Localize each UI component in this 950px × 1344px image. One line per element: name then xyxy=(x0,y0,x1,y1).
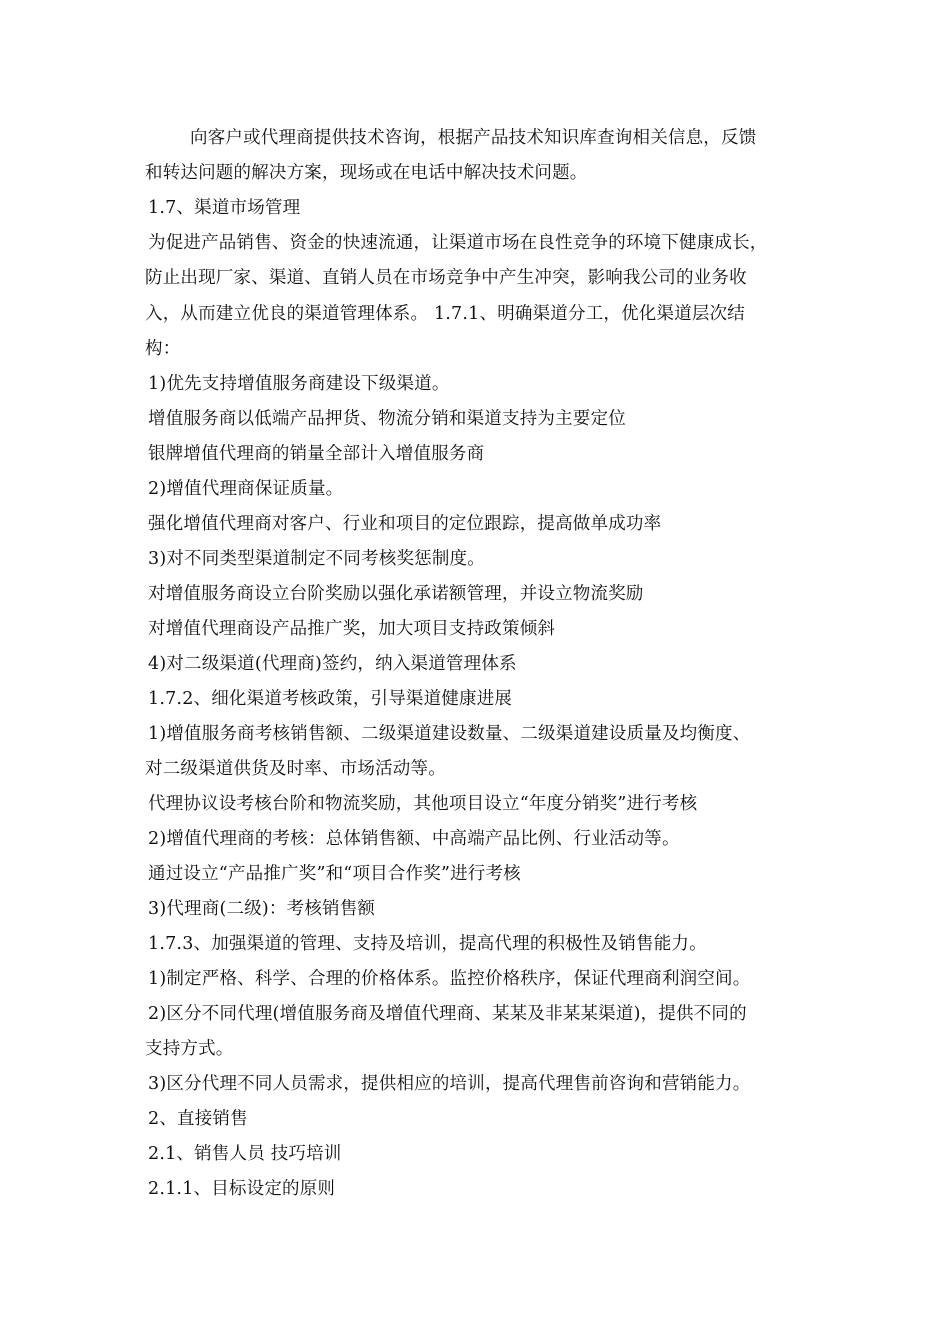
paragraph-line: 和转达问题的解决方案，现场或在电话中解决技术问题。 xyxy=(145,163,588,183)
section-heading: 2、直接销售 xyxy=(148,1109,248,1129)
list-item: 3)对不同类型渠道制定不同考核奖惩制度。 xyxy=(148,549,485,569)
paragraph-line: 支持方式。 xyxy=(145,1039,234,1059)
list-item: 2)区分不同代理(增值服务商及增值代理商、某某及非某某渠道)，提供不同的 xyxy=(148,1004,747,1024)
list-item: 1)增值服务商考核销售额、二级渠道建设数量、二级渠道建设质量及均衡度、 xyxy=(148,724,751,744)
paragraph-line: 代理协议设考核台阶和物流奖励，其他项目设立“年度分销奖”进行考核 xyxy=(148,794,698,814)
paragraph-line: 构： xyxy=(145,339,181,359)
section-heading: 1.7.2、细化渠道考核政策，引导渠道健康进展 xyxy=(148,689,513,709)
list-item: 1)优先支持增值服务商建设下级渠道。 xyxy=(148,374,450,394)
list-item: 2)增值代理商的考核：总体销售额、中高端产品比例、行业活动等。 xyxy=(148,829,680,849)
paragraph-line: 对增值服务商设立台阶奖励以强化承诺额管理，并设立物流奖励 xyxy=(148,584,644,604)
paragraph-line: 向客户或代理商提供技术咨询，根据产品技术知识库查询相关信息，反馈 xyxy=(190,128,757,148)
section-heading: 1.7、渠道市场管理 xyxy=(148,198,301,218)
paragraph-line: 对二级渠道供货及时率、市场活动等。 xyxy=(145,759,446,779)
list-item: 1)制定严格、科学、合理的价格体系。监控价格秩序，保证代理商利润空间。 xyxy=(148,969,751,989)
paragraph-line: 银牌增值代理商的销量全部计入增值服务商 xyxy=(148,444,485,464)
list-item: 4)对二级渠道(代理商)签约，纳入渠道管理体系 xyxy=(148,654,517,674)
paragraph-line: 防止出现厂家、渠道、直销人员在市场竞争中产生冲突，影响我公司的业务收 xyxy=(145,268,747,288)
paragraph-line: 入，从而建立优良的渠道管理体系。 1.7.1、明确渠道分工，优化渠道层次结 xyxy=(145,304,745,324)
list-item: 3)区分代理不同人员需求，提供相应的培训，提高代理售前咨询和营销能力。 xyxy=(148,1074,751,1094)
section-heading: 2.1、销售人员 技巧培训 xyxy=(148,1144,342,1164)
list-item: 3)代理商(二级)：考核销售额 xyxy=(148,899,376,919)
paragraph-line: 通过设立“产品推广奖”和“项目合作奖”进行考核 xyxy=(148,864,521,884)
paragraph-line: 增值服务商以低端产品押货、物流分销和渠道支持为主要定位 xyxy=(148,409,626,429)
list-item: 2)增值代理商保证质量。 xyxy=(148,479,344,499)
section-heading: 1.7.3、加强渠道的管理、支持及培训，提高代理的积极性及销售能力。 xyxy=(148,934,707,954)
paragraph-line: 强化增值代理商对客户、行业和项目的定位跟踪，提高做单成功率 xyxy=(148,514,662,534)
paragraph-line: 为促进产品销售、资金的快速流通，让渠道市场在良性竞争的环境下健康成长， xyxy=(148,233,768,253)
paragraph-line: 对增值代理商设产品推广奖，加大项目支持政策倾斜 xyxy=(148,619,556,639)
section-heading: 2.1.1、目标设定的原则 xyxy=(148,1179,336,1199)
